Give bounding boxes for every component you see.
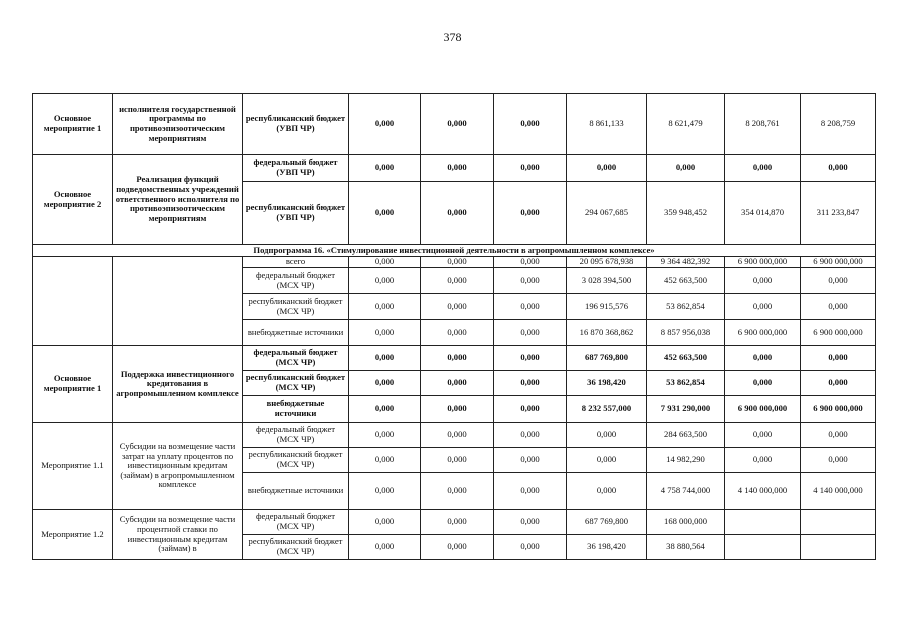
value-cell: 6 900 000,000 [801, 396, 876, 423]
value-cell: 4 758 744,000 [647, 473, 725, 510]
value-cell: 0,000 [349, 396, 421, 423]
table-row [33, 346, 876, 371]
value-cell: 7 931 290,000 [647, 396, 725, 423]
value-cell: 38 880,564 [647, 535, 725, 560]
funding-source: федеральный бюджет (МСХ ЧР) [243, 268, 349, 294]
event-description: Субсидии на возмещение части процентной ставки по инвестиционным кредитам (займам) в [113, 510, 243, 560]
subprogram-title: Подпрограмма 16. «Стимулирование инвестиционной деятельности в агропромышленном комплексе» [33, 245, 876, 257]
event-description: Поддержка инвестиционного кредитования в агропромышленном комплексе [113, 346, 243, 423]
event-name: Мероприятие 1.1 [33, 423, 113, 510]
value-cell: 16 870 368,862 [567, 320, 647, 346]
value-cell: 0,000 [801, 346, 876, 371]
funding-source: федеральный бюджет (МСХ ЧР) [243, 346, 349, 371]
value-cell: 0,000 [494, 535, 567, 560]
value-cell: 0,000 [647, 155, 725, 182]
value-cell: 0,000 [349, 371, 421, 396]
value-cell: 0,000 [421, 155, 494, 182]
value-cell: 0,000 [421, 294, 494, 320]
funding-source: внебюджетные источники [243, 320, 349, 346]
value-cell: 8 857 956,038 [647, 320, 725, 346]
value-cell: 0,000 [494, 448, 567, 473]
value-cell: 294 067,685 [567, 182, 647, 245]
value-cell: 0,000 [494, 371, 567, 396]
value-cell: 0,000 [421, 371, 494, 396]
value-cell: 6 900 000,000 [725, 257, 801, 268]
table-row [33, 245, 876, 257]
value-cell: 0,000 [349, 423, 421, 448]
value-cell: 0,000 [567, 473, 647, 510]
value-cell [725, 510, 801, 535]
value-cell: 0,000 [349, 257, 421, 268]
value-cell: 354 014,870 [725, 182, 801, 245]
value-cell: 6 900 000,000 [801, 257, 876, 268]
value-cell: 452 663,500 [647, 268, 725, 294]
value-cell: 0,000 [801, 294, 876, 320]
value-cell: 687 769,800 [567, 510, 647, 535]
funding-source: внебюджетные источники [243, 396, 349, 423]
event-description: исполнителя государственной программы по противоэпизоотическим мероприятиям [113, 94, 243, 155]
value-cell: 0,000 [421, 510, 494, 535]
value-cell: 452 663,500 [647, 346, 725, 371]
value-cell: 0,000 [421, 94, 494, 155]
value-cell: 0,000 [567, 448, 647, 473]
value-cell: 8 861,133 [567, 94, 647, 155]
value-cell [725, 535, 801, 560]
value-cell: 0,000 [567, 155, 647, 182]
event-description: Субсидии на возмещение части затрат на уплату процентов по инвестиционным кредитам (займам) в агропромышленном комплексе [113, 423, 243, 510]
funding-source: федеральный бюджет (МСХ ЧР) [243, 423, 349, 448]
table-row [33, 510, 876, 535]
value-cell: 284 663,500 [647, 423, 725, 448]
table-row [33, 423, 876, 448]
value-cell: 0,000 [421, 535, 494, 560]
value-cell: 0,000 [494, 294, 567, 320]
funding-source: республиканский бюджет (УВП ЧР) [243, 94, 349, 155]
event-name: Основное мероприятие 1 [33, 94, 113, 155]
funding-source: республиканский бюджет (МСХ ЧР) [243, 448, 349, 473]
value-cell: 53 862,854 [647, 294, 725, 320]
value-cell: 0,000 [494, 320, 567, 346]
value-cell: 8 208,759 [801, 94, 876, 155]
value-cell: 0,000 [725, 268, 801, 294]
value-cell: 0,000 [494, 423, 567, 448]
value-cell: 359 948,452 [647, 182, 725, 245]
funding-source: федеральный бюджет (МСХ ЧР) [243, 510, 349, 535]
value-cell: 0,000 [494, 473, 567, 510]
value-cell: 4 140 000,000 [801, 473, 876, 510]
value-cell: 0,000 [725, 346, 801, 371]
value-cell: 4 140 000,000 [725, 473, 801, 510]
value-cell: 53 862,854 [647, 371, 725, 396]
funding-source: республиканский бюджет (МСХ ЧР) [243, 294, 349, 320]
value-cell: 0,000 [567, 423, 647, 448]
value-cell: 8 621,479 [647, 94, 725, 155]
table-row [33, 94, 876, 155]
value-cell: 0,000 [725, 448, 801, 473]
value-cell: 0,000 [421, 182, 494, 245]
value-cell: 0,000 [421, 396, 494, 423]
value-cell: 311 233,847 [801, 182, 876, 245]
value-cell: 0,000 [421, 268, 494, 294]
value-cell: 0,000 [349, 448, 421, 473]
event-name: Основное мероприятие 1 [33, 346, 113, 423]
value-cell: 0,000 [421, 473, 494, 510]
blank-cell [33, 257, 113, 346]
page-number: 378 [443, 30, 462, 44]
value-cell: 0,000 [801, 448, 876, 473]
event-name: Основное мероприятие 2 [33, 155, 113, 245]
value-cell: 8 208,761 [725, 94, 801, 155]
value-cell: 0,000 [349, 268, 421, 294]
value-cell: 36 198,420 [567, 535, 647, 560]
value-cell: 0,000 [349, 155, 421, 182]
value-cell: 36 198,420 [567, 371, 647, 396]
value-cell: 0,000 [494, 94, 567, 155]
value-cell: 0,000 [725, 423, 801, 448]
value-cell: 0,000 [494, 182, 567, 245]
value-cell: 0,000 [349, 510, 421, 535]
value-cell [801, 535, 876, 560]
value-cell: 0,000 [801, 371, 876, 396]
value-cell: 0,000 [725, 371, 801, 396]
value-cell: 0,000 [349, 346, 421, 371]
value-cell: 0,000 [349, 294, 421, 320]
value-cell: 0,000 [421, 423, 494, 448]
value-cell: 0,000 [349, 320, 421, 346]
value-cell: 0,000 [494, 268, 567, 294]
value-cell [801, 510, 876, 535]
value-cell: 20 095 678,938 [567, 257, 647, 268]
budget-table [32, 93, 876, 560]
value-cell: 0,000 [725, 294, 801, 320]
value-cell: 0,000 [494, 396, 567, 423]
funding-source: республиканский бюджет (МСХ ЧР) [243, 535, 349, 560]
value-cell: 8 232 557,000 [567, 396, 647, 423]
value-cell: 0,000 [349, 94, 421, 155]
funding-source: всего [243, 257, 349, 268]
value-cell: 0,000 [349, 535, 421, 560]
value-cell: 0,000 [349, 473, 421, 510]
table-row [33, 155, 876, 182]
value-cell: 168 000,000 [647, 510, 725, 535]
value-cell: 0,000 [725, 155, 801, 182]
funding-source: республиканский бюджет (МСХ ЧР) [243, 371, 349, 396]
value-cell: 0,000 [421, 448, 494, 473]
value-cell: 6 900 000,000 [801, 320, 876, 346]
value-cell: 0,000 [801, 423, 876, 448]
value-cell: 687 769,800 [567, 346, 647, 371]
value-cell: 9 364 482,392 [647, 257, 725, 268]
value-cell: 0,000 [421, 320, 494, 346]
value-cell: 0,000 [494, 155, 567, 182]
value-cell: 6 900 000,000 [725, 320, 801, 346]
value-cell: 196 915,576 [567, 294, 647, 320]
value-cell: 0,000 [494, 257, 567, 268]
value-cell: 0,000 [349, 182, 421, 245]
blank-cell [113, 257, 243, 346]
table-row [33, 257, 876, 268]
value-cell: 14 982,290 [647, 448, 725, 473]
event-name: Мероприятие 1.2 [33, 510, 113, 560]
value-cell: 0,000 [801, 268, 876, 294]
value-cell: 0,000 [494, 510, 567, 535]
funding-source: федеральный бюджет (УВП ЧР) [243, 155, 349, 182]
value-cell: 0,000 [801, 155, 876, 182]
funding-source: республиканский бюджет (УВП ЧР) [243, 182, 349, 245]
value-cell: 3 028 394,500 [567, 268, 647, 294]
funding-source: внебюджетные источники [243, 473, 349, 510]
value-cell: 6 900 000,000 [725, 396, 801, 423]
event-description: Реализация функций подведомственных учреждений ответственного исполнителя по противоэпизоотическим мероприятиям [113, 155, 243, 245]
value-cell: 0,000 [421, 346, 494, 371]
value-cell: 0,000 [421, 257, 494, 268]
value-cell: 0,000 [494, 346, 567, 371]
